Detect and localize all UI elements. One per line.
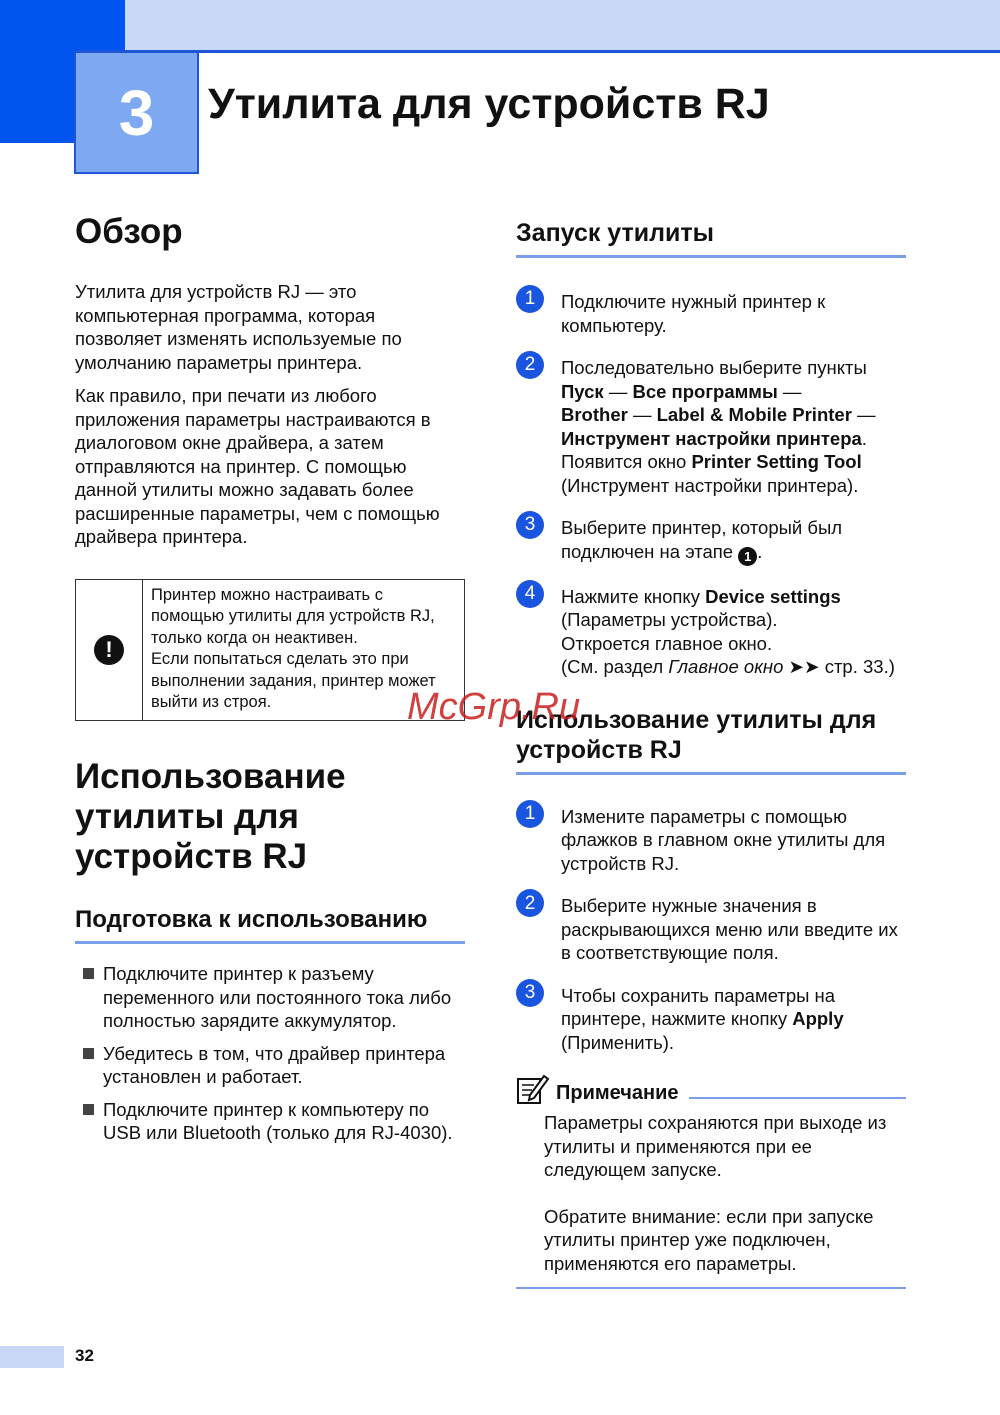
step-number-icon: 1 xyxy=(516,800,544,828)
launch-steps xyxy=(516,290,906,679)
watermark: McGrp.Ru xyxy=(407,686,581,728)
note-pencil-icon xyxy=(516,1073,550,1105)
list-item: Подключите принтер к компьютеру по USB или Bluetooth (только для RJ-4030). xyxy=(75,1098,465,1145)
preparation-heading: Подготовка к использованию xyxy=(75,906,465,945)
chapter-number: 3 xyxy=(74,53,199,174)
note-paragraph-1: Параметры сохраняются при выходе из утилиты и применяются при ее следующем запуске. xyxy=(544,1112,887,1181)
step-1: 1 Измените параметры с помощью флажков в главном окне утилиты для устройств RJ. xyxy=(516,805,906,876)
using-steps xyxy=(516,805,906,1055)
note-title: Примечание xyxy=(556,1082,679,1105)
using-rj-utility-heading: Использование утилиты для устройств RJ xyxy=(516,705,906,775)
list-item: Убедитесь в том, что драйвер принтера установлен и работает. xyxy=(75,1042,465,1089)
step-1: 1 Подключите нужный принтер к компьютеру. xyxy=(516,290,906,337)
page-tab xyxy=(0,1346,64,1368)
warning-line-2: Если попытаться сделать это при выполнении задания, принтер может выйти из строя. xyxy=(151,650,436,712)
note-body xyxy=(516,1111,906,1275)
step-2: 2 Последовательно выберите пункты Пуск — Все программы — Brother — Label & Mobile Printer — Инструмент настройки принтера. Появится окно Printer Setting Tool (Инструмент настройки принтера). xyxy=(516,356,906,497)
overview-heading: Обзор xyxy=(75,212,183,251)
page-number: 32 xyxy=(75,1346,94,1365)
step-3: 3 Выберите принтер, который был подключен на этапе 1 . xyxy=(516,516,906,566)
overview-paragraph-1: Утилита для устройств RJ — это компьютерная программа, которая позволяет изменять используемые по умолчанию параметры принтера. xyxy=(75,281,402,373)
overview-paragraph-2: Как правило, при печати из любого приложения параметры настраиваются в диалоговом окне драйвера, а затем отправляются на принтер. С помощью данной утилиты можно задавать более расширенные параметры, чем с помощью драйвера принтера. xyxy=(75,385,440,548)
header-band xyxy=(125,0,1000,52)
step-number-icon: 3 xyxy=(516,511,544,539)
preparation-list xyxy=(75,962,465,1145)
step-number-icon: 2 xyxy=(516,889,544,917)
note-rule xyxy=(689,1097,906,1099)
note-block xyxy=(516,1073,906,1289)
arrow-icon: ➤➤ xyxy=(783,656,825,678)
list-item: Подключите принтер к разъему переменного или постоянного тока либо полностью зарядите аккумулятор. xyxy=(75,962,465,1033)
main-window-link[interactable]: Главное окно xyxy=(668,656,784,678)
step-number-icon: 4 xyxy=(516,580,544,608)
step-4: 4 Нажмите кнопку Device settings (Параметры устройства). Откроется главное окно. (См. раздел Главное окно ➤➤ стр. 33.) xyxy=(516,585,906,679)
step-number-icon: 1 xyxy=(516,285,544,313)
note-bottom-rule xyxy=(516,1287,906,1289)
chapter-title: Утилита для устройств RJ xyxy=(208,80,770,128)
left-column xyxy=(75,212,465,1154)
right-column xyxy=(516,212,906,1289)
using-utility-heading: Использование утилиты для устройств RJ xyxy=(75,756,346,877)
note-paragraph-2: Обратите внимание: если при запуске утилиты принтер уже подключен, применяются его параметры. xyxy=(544,1205,874,1274)
note-header xyxy=(516,1073,906,1105)
step-3: 3 Чтобы сохранить параметры на принтере, нажмите кнопку Apply (Применить). xyxy=(516,984,906,1055)
step-number-icon: 2 xyxy=(516,351,544,379)
header-rule xyxy=(75,50,1000,53)
step-number-icon: 3 xyxy=(516,979,544,1007)
launch-heading: Запуск утилиты xyxy=(516,218,906,258)
warning-icon: ! xyxy=(76,580,143,720)
warning-line-1: Принтер можно настраивать с помощью утилиты для устройств RJ, только когда он неактивен. xyxy=(151,585,435,647)
step-reference-icon: 1 xyxy=(738,547,757,566)
step-2: 2 Выберите нужные значения в раскрывающихся меню или введите их в соответствующие поля. xyxy=(516,894,906,965)
